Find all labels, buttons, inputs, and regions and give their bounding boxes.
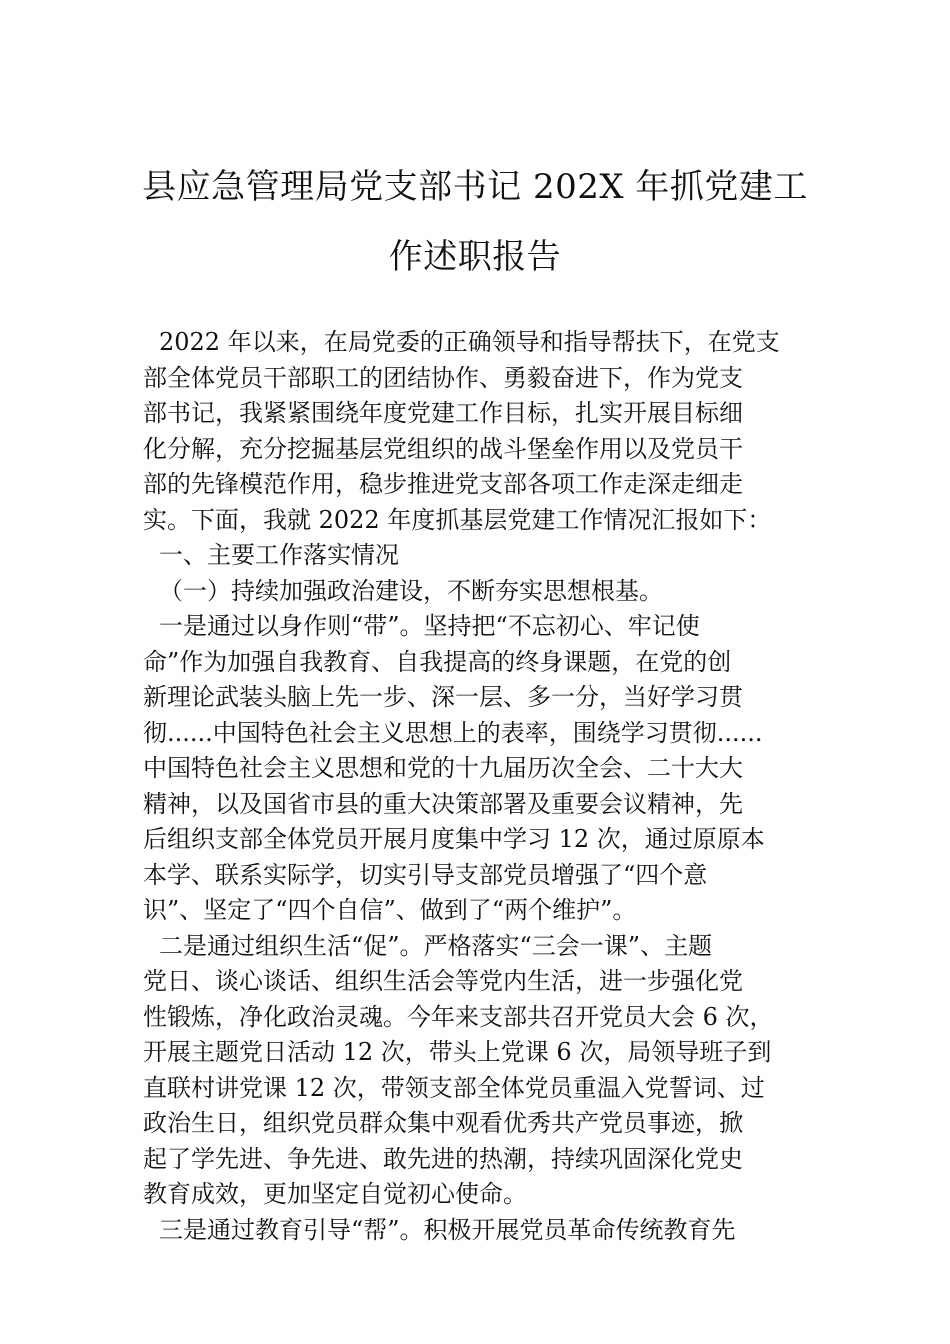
body-line: 部的先锋模范作用，稳步推进党支部各项工作走深走细走: [143, 470, 743, 498]
subsection-heading: （一）持续加强政治建设，不断夯实思想根基。: [159, 576, 663, 605]
body-line: 起了学先进、争先进、敢先进的热潮，持续巩固深化党史: [143, 1144, 743, 1173]
document-body: [143, 325, 811, 1248]
body-line: 本学、联系实际学，切实引导支部党员增强了“四个意: [143, 860, 708, 889]
section-heading: 一、主要工作落实情况: [159, 541, 399, 569]
body-line: 教育成效，更加坚定自觉初心使命。: [143, 1180, 527, 1208]
body-line: 二是通过组织生活“促”。严格落实“三会一课”、主题: [159, 931, 713, 960]
document-title-line-2: 作述职报告: [388, 237, 562, 277]
body-line: 部全体党员干部职工的团结协作、勇毅奋进下，作为党支: [143, 363, 743, 392]
body-line: 化分解，充分挖掘基层党组织的战斗堡垒作用以及党员干: [143, 434, 743, 463]
body-line: 命”作为加强自我教育、自我提高的终身课题，在党的创: [143, 647, 732, 676]
body-line: 直联村讲党课 12 次，带领支部全体党员重温入党誓词、过: [143, 1073, 765, 1102]
body-line: 性锻炼，净化政治灵魂。今年来支部共召开党员大会 6 次，: [143, 1002, 774, 1031]
body-line: 识”、坚定了“四个自信”、做到了“两个维护”。: [143, 896, 637, 924]
body-line: 后组织支部全体党员开展月度集中学习 12 次，通过原原本: [143, 825, 765, 853]
body-line: 2022 年以来，在局党委的正确领导和指导帮扶下，在党支: [159, 328, 780, 356]
body-line: 新理论武装头脑上先一步、深一层、多一分，当好学习贯: [143, 683, 743, 711]
body-line: 彻......中国特色社会主义思想上的表率，围绕学习贯彻......: [143, 718, 763, 747]
body-line: 中国特色社会主义思想和党的十九届历次全会、二十大大: [143, 754, 743, 782]
body-line: 精神，以及国省市县的重大决策部署及重要会议精神，先: [143, 789, 743, 818]
body-line: 一是通过以身作则“带”。坚持把“不忘初心、牢记使: [159, 612, 700, 640]
body-line: 实。下面，我就 2022 年度抓基层党建工作情况汇报如下：: [143, 505, 772, 534]
body-line: 部书记，我紧紧围绕年度党建工作目标，扎实开展目标细: [143, 399, 743, 427]
body-line: 党日、谈心谈话、组织生活会等党内生活，进一步强化党: [143, 967, 743, 995]
body-line: 政治生日，组织党员群众集中观看优秀共产党员事迹，掀: [143, 1109, 743, 1137]
body-line: 开展主题党日活动 12 次，带头上党课 6 次，局领导班子到: [143, 1038, 772, 1066]
body-line: 三是通过教育引导“帮”。积极开展党员革命传统教育先: [159, 1215, 736, 1244]
document-title-line-1: 县应急管理局党支部书记 202X 年抓党建工: [142, 167, 808, 207]
